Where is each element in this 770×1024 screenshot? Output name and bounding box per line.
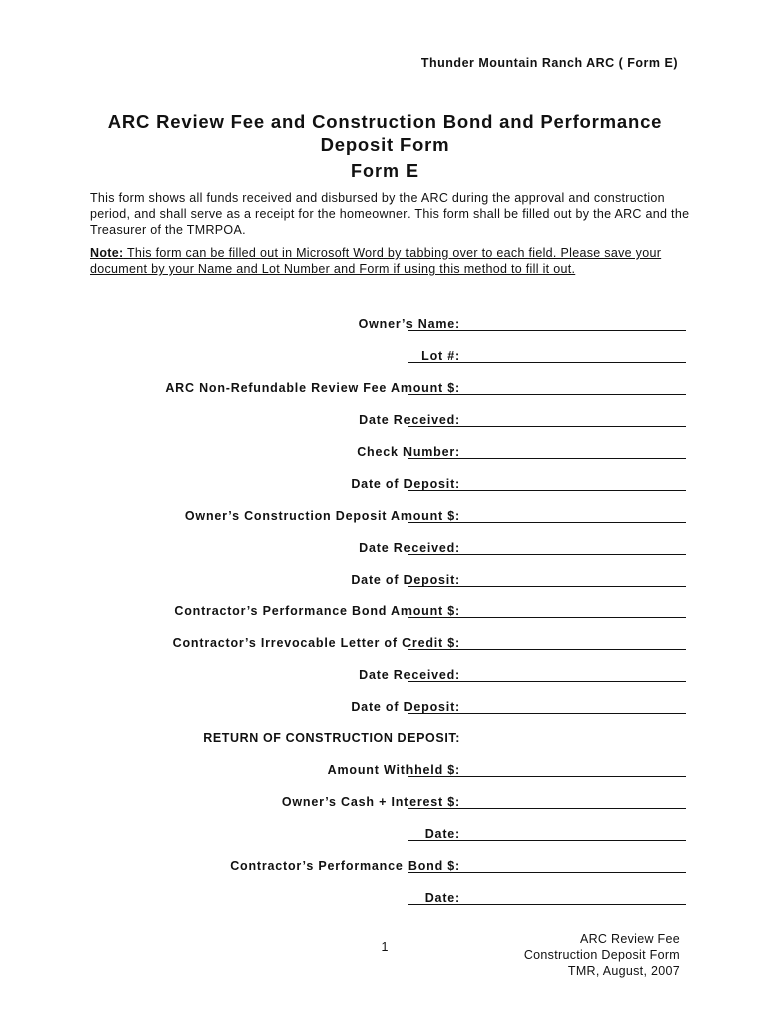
field-label: ARC Non-Refundable Review Fee Amount $:: [165, 381, 460, 395]
field-check-number: [60, 441, 686, 461]
bond-date-of-deposit-input[interactable]: [408, 713, 686, 714]
field-label: Owner’s Construction Deposit Amount $:: [184, 509, 460, 523]
field-return-date-2: [60, 887, 686, 907]
form-label: Form E: [350, 161, 419, 181]
review-fee-date-of-deposit-input[interactable]: [408, 490, 686, 491]
field-review-fee-date-received: [60, 409, 686, 429]
running-header: Thunder Mountain Ranch ARC ( Form E): [420, 56, 678, 70]
field-owners-name: [60, 313, 686, 333]
field-label: Date of Deposit:: [351, 573, 460, 587]
bond-date-received-input[interactable]: [408, 681, 686, 682]
footer-line-1: ARC Review Fee: [579, 932, 680, 946]
footer-block: [460, 931, 680, 979]
page-title: [60, 110, 710, 156]
return-section-heading: RETURN OF CONSTRUCTION DEPOSIT:: [203, 731, 460, 745]
contractor-performance-bond-input[interactable]: [408, 872, 686, 873]
note-paragraph: [90, 245, 690, 277]
footer-line-2: Construction Deposit Form: [523, 948, 680, 962]
field-label: Contractor’s Irrevocable Letter of Credit $:: [172, 636, 460, 650]
page-number: 1: [381, 940, 389, 954]
field-return-date-1: [60, 823, 686, 843]
field-label: Contractor’s Performance Bond $:: [230, 859, 460, 873]
field-label: Owner’s Cash + Interest $:: [281, 795, 460, 809]
footer-line-3: TMR, August, 2007: [567, 964, 680, 978]
field-label: Date:: [424, 891, 460, 905]
check-number-input[interactable]: [408, 458, 686, 459]
letter-of-credit-input[interactable]: [408, 649, 686, 650]
construction-deposit-amount-input[interactable]: [408, 522, 686, 523]
field-label: Check Number:: [357, 445, 460, 459]
field-label: Date Received:: [359, 413, 460, 427]
field-lot-number: [60, 345, 686, 365]
field-label: Owner’s Name:: [358, 317, 460, 331]
title-line-2: Deposit Form: [320, 134, 450, 155]
field-label: Date Received:: [359, 668, 460, 682]
amount-withheld-input[interactable]: [408, 776, 686, 777]
field-owners-cash-interest: [60, 791, 686, 811]
review-fee-amount-input[interactable]: [408, 394, 686, 395]
note-label: Note:: [90, 246, 124, 260]
field-label: Amount Withheld $:: [327, 763, 460, 777]
construction-date-received-input[interactable]: [408, 554, 686, 555]
field-construction-date-of-deposit: [60, 569, 686, 589]
field-label: Date of Deposit:: [351, 700, 460, 714]
construction-date-of-deposit-input[interactable]: [408, 586, 686, 587]
lot-number-input[interactable]: [408, 362, 686, 363]
field-amount-withheld: [60, 759, 686, 779]
field-performance-bond-amount: [60, 600, 686, 620]
field-label: Lot #:: [421, 349, 460, 363]
return-date-1-input[interactable]: [408, 840, 686, 841]
note-text: This form can be filled out in Microsoft Word by tabbing over to each field. Please save your document by your Name and Lot Number and Form if using this method to fill it out.: [90, 246, 662, 276]
field-letter-of-credit: [60, 632, 686, 652]
field-bond-date-of-deposit: [60, 696, 686, 716]
field-label: Date:: [424, 827, 460, 841]
field-contractor-performance-bond: [60, 855, 686, 875]
field-bond-date-received: [60, 664, 686, 684]
review-fee-date-received-input[interactable]: [408, 426, 686, 427]
return-date-2-input[interactable]: [408, 904, 686, 905]
field-construction-deposit-amount: [60, 505, 686, 525]
performance-bond-amount-input[interactable]: [408, 617, 686, 618]
owners-name-input[interactable]: [408, 330, 686, 331]
field-review-fee-amount: [60, 377, 686, 397]
intro-paragraph: This form shows all funds received and disbursed by the ARC during the approval and construction period, and shall serve as a receipt for the homeowner. This form shall be filled out by the ARC and the Treasurer of the TMRPOA.: [90, 191, 690, 237]
field-review-fee-date-of-deposit: [60, 473, 686, 493]
owners-cash-interest-input[interactable]: [408, 808, 686, 809]
field-construction-date-received: [60, 537, 686, 557]
title-line-1: ARC Review Fee and Construction Bond and Performance: [107, 111, 663, 132]
field-label: Date Received:: [359, 541, 460, 555]
field-label: Date of Deposit:: [351, 477, 460, 491]
field-label: Contractor’s Performance Bond Amount $:: [174, 604, 460, 618]
